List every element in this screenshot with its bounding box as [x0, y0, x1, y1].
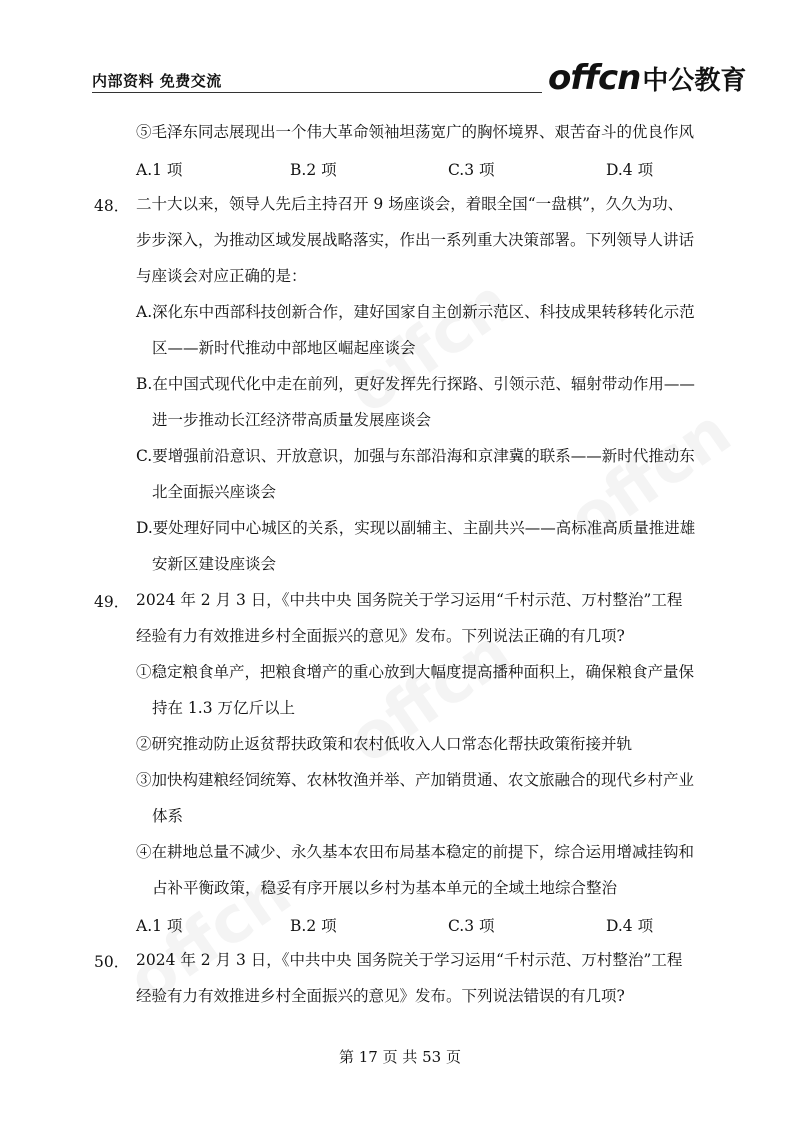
q50-stem-line: 经验有力有效推进乡村全面振兴的意见》发布。下列说法错误的有几项?	[136, 987, 625, 1005]
q47-option-b: B.2 项	[290, 161, 337, 179]
q49-stem-line: 经验有力有效推进乡村全面振兴的意见》发布。下列说法正确的有几项?	[136, 627, 625, 645]
header-divider	[92, 92, 542, 93]
q48-option-a: A.深化东中西部科技创新合作，建好国家自主创新示范区、科技成果转移转化示范	[136, 303, 695, 321]
q49-item-1-cont: 持在 1.3 万亿斤以上	[152, 699, 296, 717]
q49-option-a: A.1 项	[136, 917, 183, 935]
q49-item-1: ①稳定粮食单产，把粮食增产的重心放到大幅度提高播种面积上，确保粮食产量保	[136, 663, 695, 681]
q49-number: 49．	[94, 593, 130, 611]
logo-chinese-text: 中公教育	[642, 66, 747, 96]
q50-number: 50．	[94, 953, 130, 971]
q49-item-3: ③加快构建粮经饲统筹、农林牧渔并举、产加销贯通、农文旅融合的现代乡村产业	[136, 771, 695, 789]
logo-latin-text: offcn	[548, 58, 641, 98]
q48-option-b-cont: 进一步推动长江经济带高质量发展座谈会	[152, 411, 432, 429]
q48-stem-line: 与座谈会对应正确的是：	[136, 267, 307, 285]
q48-stem-line: 二十大以来，领导人先后主持召开 9 场座谈会，着眼全国“一盘棋”，久久为功、	[136, 195, 684, 213]
q47-options	[0, 158, 800, 178]
q49-options	[0, 914, 800, 934]
q49-item-2: ②研究推动防止返贫帮扶政策和农村低收入人口常态化帮扶政策衔接并轨	[136, 735, 633, 753]
q49-stem-line: 2024 年 2 月 3 日，《中共中央 国务院关于学习运用“千村示范、万村整治”工程	[136, 591, 683, 609]
q47-item-5: ⑤毛泽东同志展现出一个伟大革命领袖坦荡宽广的胸怀境界、艰苦奋斗的优良作风	[136, 123, 695, 141]
q50-stem-line: 2024 年 2 月 3 日，《中共中央 国务院关于学习运用“千村示范、万村整治”工程	[136, 951, 683, 969]
q48-option-d: D.要处理好同中心城区的关系，实现以副辅主、主副共兴——高标准高质量推进雄	[136, 519, 696, 537]
q49-option-c: C.3 项	[448, 917, 495, 935]
q48-option-d-cont: 安新区建设座谈会	[152, 555, 277, 573]
q48-stem-line: 步步深入，为推动区域发展战略落实，作出一系列重大决策部署。下列领导人讲话	[136, 231, 695, 249]
header-confidential-label: 内部资料 免费交流	[92, 72, 222, 90]
q49-option-b: B.2 项	[290, 917, 337, 935]
q48-number: 48．	[94, 197, 130, 215]
q49-item-4: ④在耕地总量不减少、永久基本农田布局基本稳定的前提下，综合运用增减挂钩和	[136, 843, 695, 861]
q47-option-c: C.3 项	[448, 161, 495, 179]
q48-option-a-cont: 区——新时代推动中部地区崛起座谈会	[152, 339, 416, 357]
q49-option-d: D.4 项	[606, 917, 654, 935]
q47-option-d: D.4 项	[606, 161, 654, 179]
q48-option-b: B.在中国式现代化中走在前列，更好发挥先行探路、引领示范、辐射带动作用——	[136, 375, 695, 393]
q48-option-c-cont: 北全面振兴座谈会	[152, 483, 277, 501]
q49-item-4-cont: 占补平衡政策，稳妥有序开展以乡村为基本单元的全域土地综合整治	[152, 879, 618, 897]
q47-option-a: A.1 项	[136, 161, 183, 179]
offcn-logo	[548, 58, 746, 98]
q48-option-c: C.要增强前沿意识、开放意识，加强与东部沿海和京津冀的联系——新时代推动东	[136, 447, 695, 465]
q49-item-3-cont: 体系	[152, 807, 184, 825]
page-number: 第 17 页 共 53 页	[338, 1048, 461, 1066]
